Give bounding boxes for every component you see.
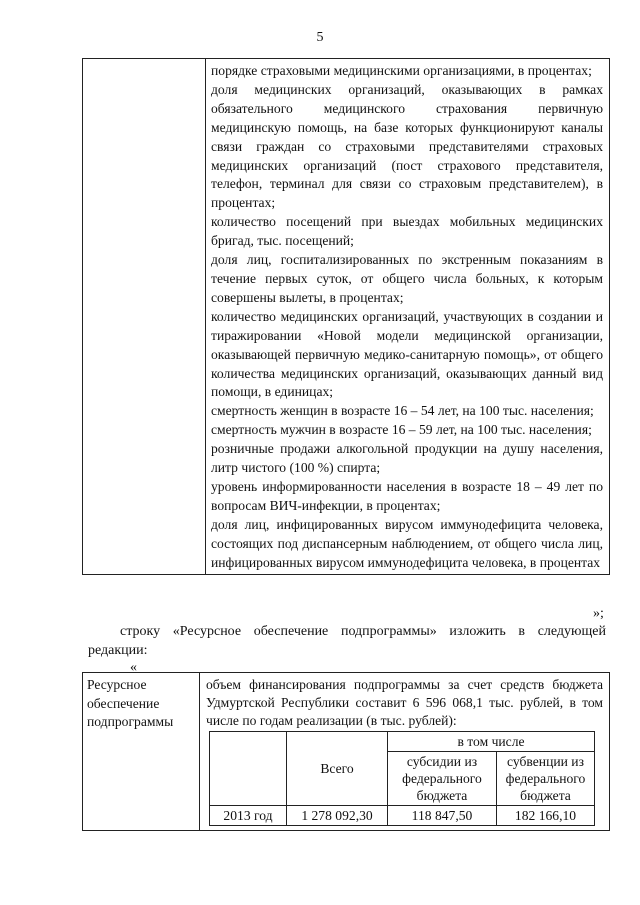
resource-content: [200, 673, 610, 831]
indicators-left-cell: [83, 59, 206, 575]
including-header: в том числе: [388, 732, 595, 752]
total-cell: 1 278 092,30: [287, 806, 388, 826]
indicator-item: уровень информированности населения в возрасте 18 – 49 лет по вопросам ВИЧ-инфекции, в процентах;: [211, 478, 603, 513]
indicator-item: доля лиц, госпитализированных по экстренным показаниям в течение первых суток, от общего числа больных, к которым совершены вылеты, в процентах;: [211, 252, 603, 305]
opening-quote: «: [130, 660, 137, 675]
total-header: Всего: [287, 732, 388, 806]
subsidies-cell: 118 847,50: [388, 806, 497, 826]
year-header-cell: [210, 732, 287, 806]
subsidies-header: субсидии из федерального бюджета: [388, 752, 497, 806]
resource-label: Ресурсное обеспечение подпрограммы: [83, 673, 200, 831]
funding-intro: объем финансирования подпрограммы за счет средств бюджета Удмуртской Республики составит 6 596 068,1 тыс. рублей, в том числе по годам реализации (в тыс. рублей):: [206, 677, 603, 728]
page-number: 5: [316, 30, 324, 45]
resource-table: [82, 672, 610, 831]
indicator-item: смертность женщин в возрасте 16 – 54 лет, на 100 тыс. населения;: [211, 403, 594, 419]
indicator-item: количество медицинских организаций, участвующих в создании и тиражировании «Новой модели медицинской организации, оказывающей первичную медико-санитарную помощь», от общего количества медицинских организаций, оказывающих данный вид помощи, в единицах;: [211, 308, 603, 400]
indicator-item: доля лиц, инфицированных вирусом иммунодефицита человека, состоящих под диспансерным наблюдением, от общего числа лиц, инфицированных вирусом иммунодефицита человека, в процентах: [211, 516, 603, 570]
indicators-right-cell: [206, 59, 610, 575]
indicator-item: смертность мужчин в возрасте 16 – 59 лет, на 100 тыс. населения;: [211, 422, 592, 438]
indicator-item: розничные продажи алкогольной продукции на душу населения, литр чистого (100 %) спирта;: [211, 441, 603, 476]
table-row: [210, 806, 595, 826]
indicators-table: [82, 58, 610, 575]
indicator-item: количество посещений при выездах мобильных медицинских бригад, тыс. посещений;: [211, 214, 603, 249]
subventions-cell: 182 166,10: [497, 806, 595, 826]
indicator-item: порядке страховыми медицинскими организациями, в процентах;: [211, 63, 592, 78]
funding-table: [209, 731, 595, 826]
closing-quote: »;: [593, 606, 604, 621]
year-cell: 2013 год: [210, 806, 287, 826]
indicator-item: доля медицинских организаций, оказывающих в рамках обязательного медицинского страхования первичную медицинскую помощь, на базе которых функционируют каналы связи граждан со страховыми представителями страховых медицинских организаций (пост страхового представителя, телефон, терминал для связи со страховым представителем), в процентах;: [211, 81, 603, 211]
subventions-header: субвенции из федерального бюджета: [497, 752, 595, 806]
amendment-paragraph: строку «Ресурсное обеспечение подпрограммы» изложить в следующей редакции:: [88, 624, 606, 658]
